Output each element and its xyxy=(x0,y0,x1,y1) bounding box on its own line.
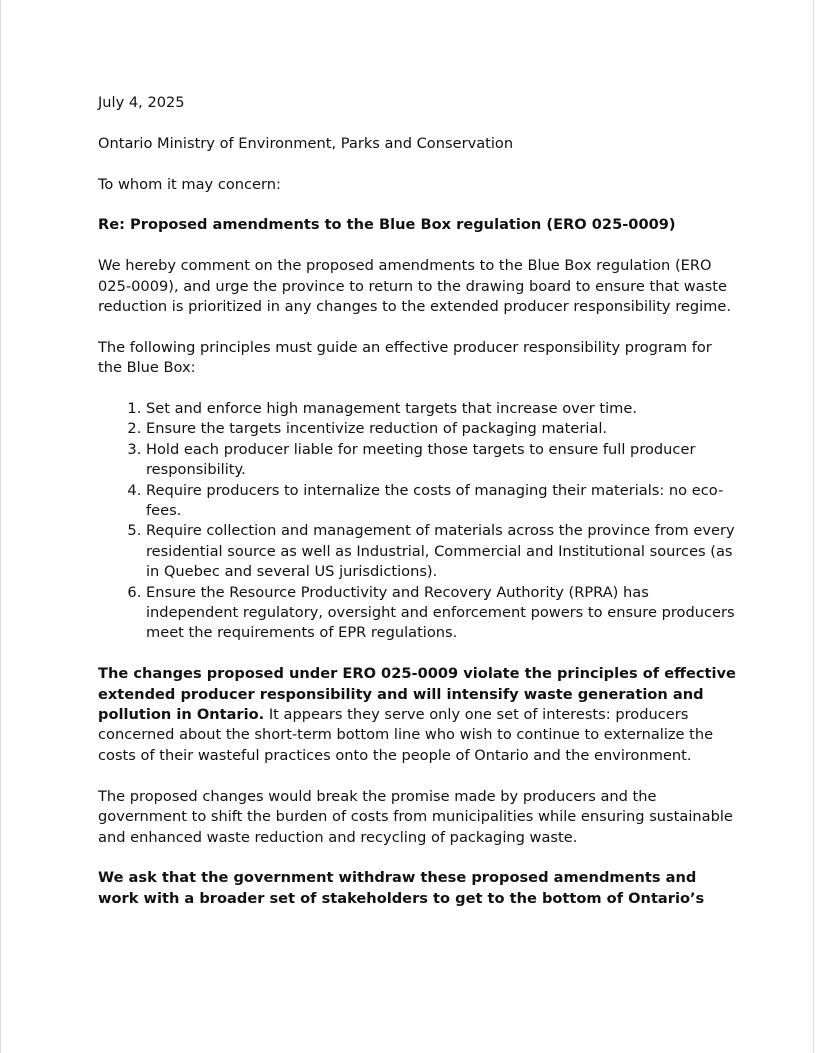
recipient: Ontario Ministry of Environment, Parks and Conservation xyxy=(98,134,514,152)
salutation: To whom it may concern: xyxy=(98,175,281,193)
principles-intro: The following principles must guide an effective producer responsibility program for the Blue Box: xyxy=(98,338,712,377)
principle-item: 1. Set and enforce high management targets that increase over time. xyxy=(146,399,738,419)
principle-item: 6. Ensure the Resource Productivity and Recovery Authority (RPRA) has independent regulatory, oversight and enforcement powers to ensure producers meet the requirements of EPR regulations. xyxy=(146,583,738,644)
principle-item: 2. Ensure the targets incentivize reduction of packaging material. xyxy=(146,419,738,439)
promise-paragraph: The proposed changes would break the promise made by producers and the government to shift the burden of costs from municipalities while ensuring sustainable and enhanced waste reduction and recycling of packaging waste. xyxy=(98,787,733,846)
principle-item: 5. Require collection and management of materials across the province from every residential source as well as Industrial, Commercial and Institutional sources (as in Quebec and several US jurisdictions). xyxy=(146,521,738,582)
request-paragraph: We ask that the government withdraw these proposed amendments and work with a broader set of stakeholders to get to the bottom of Ontario’s xyxy=(98,869,705,907)
principle-item: 4. Require producers to internalize the costs of managing their materials: no eco-fees. xyxy=(146,481,738,522)
letter-date: July 4, 2025 xyxy=(98,94,185,111)
violation-paragraph xyxy=(98,664,738,766)
subject-line: Re: Proposed amendments to the Blue Box regulation (ERO 025-0009) xyxy=(98,216,676,234)
violation-explanation: It appears they serve only one set of interests: producers concerned about the short-term bottom line who wish to continue to externalize the costs of their wasteful practices onto the people of Ontario and the environment. xyxy=(98,706,714,764)
intro-paragraph: We hereby comment on the proposed amendments to the Blue Box regulation (ERO 025-0009), and urge the province to return to the drawing board to ensure that waste reduction is prioritized in any changes to the extended producer responsibility regime. xyxy=(98,257,732,315)
violation-statement: The changes proposed under ERO 025-0009 violate the principles of effective extended producer responsibility and will intensify waste generation and pollution in Ontario. xyxy=(98,665,736,724)
letter-body xyxy=(98,93,738,930)
principles-list xyxy=(98,399,738,644)
principle-item: 3. Hold each producer liable for meeting those targets to ensure full producer responsibility. xyxy=(146,440,738,481)
